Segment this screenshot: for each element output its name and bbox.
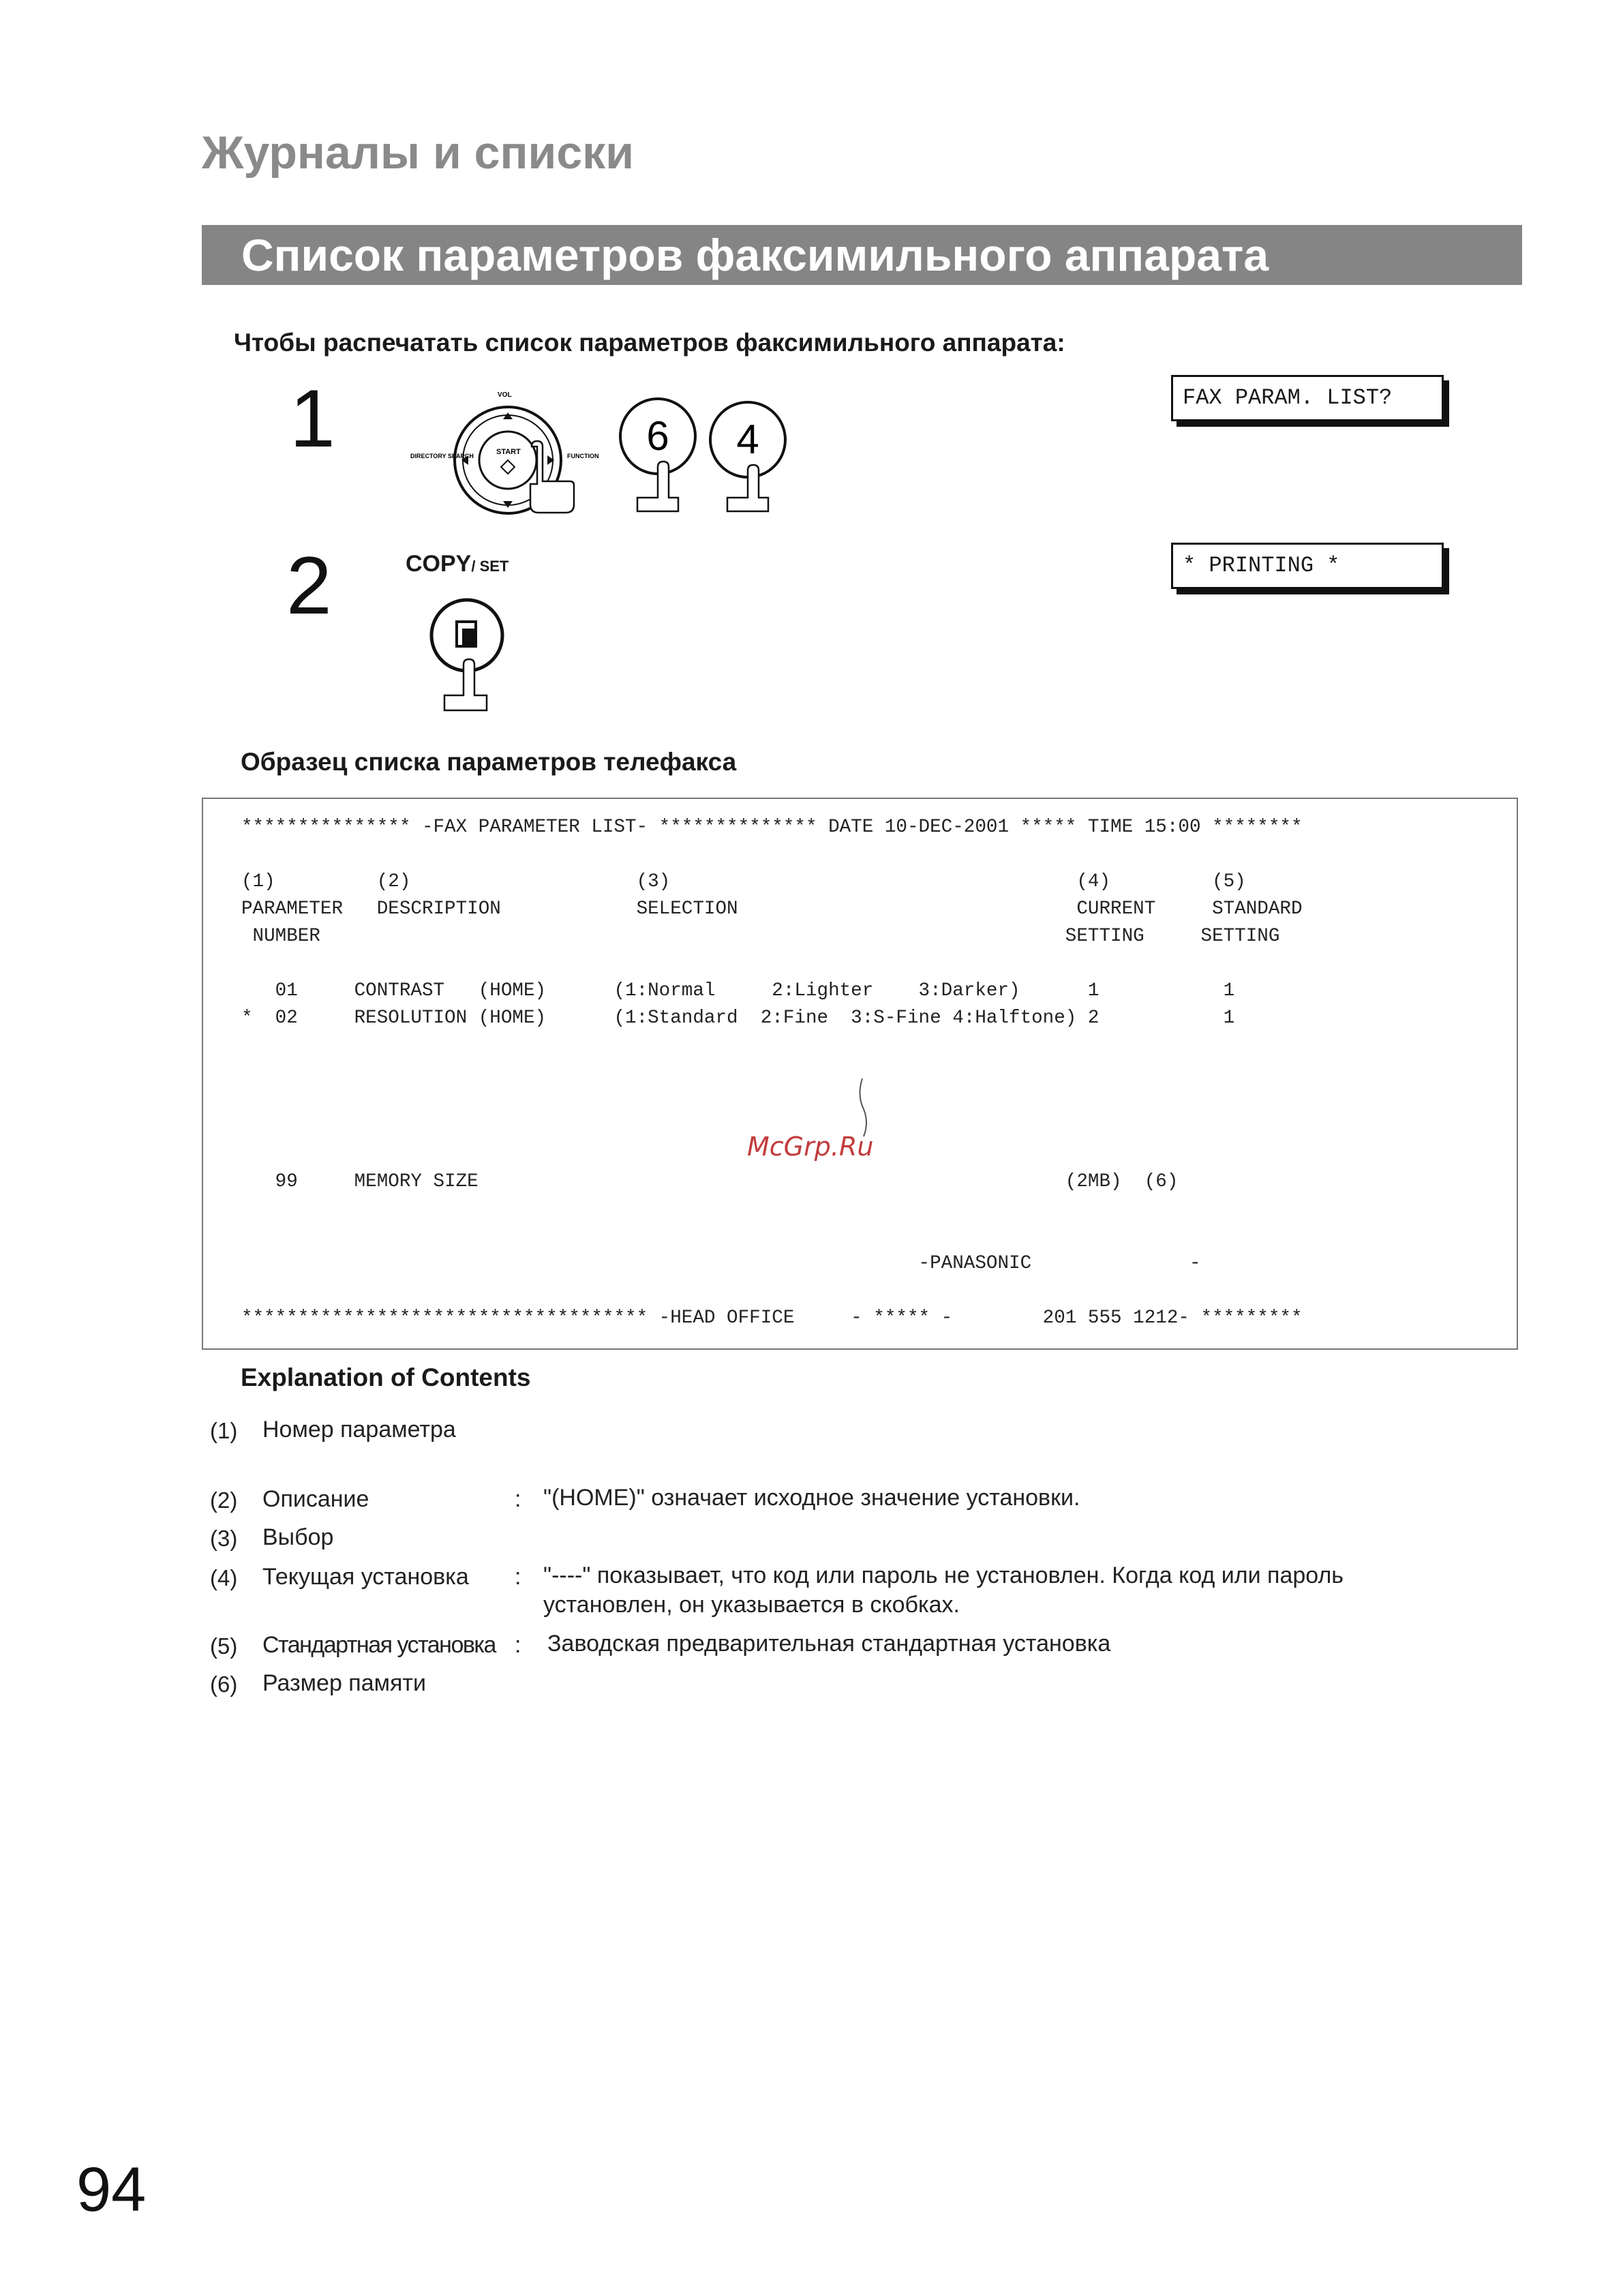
item-label: Стандартная установка — [262, 1632, 496, 1658]
report-line: ************************************ -HEAD OFFICE - ***** - 201 555 1212- ********* — [241, 1308, 1303, 1329]
item-colon: : — [515, 1486, 521, 1512]
set-label: / SET — [471, 558, 509, 575]
report-line — [241, 841, 1303, 868]
item-label: Описание — [262, 1486, 369, 1512]
explanation-title: Explanation of Contents — [241, 1363, 531, 1391]
step-2-number: 2 — [286, 540, 332, 631]
item-number: (1) — [210, 1418, 238, 1443]
report-line — [241, 950, 1303, 978]
watermark: McGrp.Ru — [747, 1132, 874, 1162]
report-line — [241, 1278, 1303, 1305]
start-label: START — [496, 448, 521, 456]
svg-text:4: 4 — [736, 417, 759, 462]
item-number: (3) — [210, 1526, 238, 1551]
section-title: Журналы и списки — [202, 127, 635, 179]
item-label: Размер памяти — [262, 1670, 426, 1696]
item-number: (5) — [210, 1633, 238, 1659]
report-line — [241, 1059, 1303, 1087]
report-line: (1) (2) (3) (4) (5) — [241, 871, 1246, 892]
item-text: Заводская предварительная стандартная установка — [547, 1631, 1111, 1657]
page-title-banner — [202, 225, 1522, 285]
item-number: (6) — [210, 1672, 238, 1697]
fax-parameter-list-sample — [202, 798, 1518, 1350]
step-1-keys-illustration — [395, 382, 804, 518]
item-number: (2) — [210, 1487, 238, 1513]
report-line — [241, 1196, 1303, 1223]
report-line: -PANASONIC - — [241, 1253, 1201, 1274]
lcd-display-step-2: * PRINTING * — [1171, 543, 1444, 589]
svg-text:6: 6 — [646, 413, 669, 459]
report-line — [241, 1032, 1303, 1059]
key-4-button[interactable] — [710, 402, 785, 477]
vol-label: VOL — [498, 391, 512, 399]
item-label: Текущая установка — [262, 1564, 469, 1590]
report-line: *************** -FAX PARAMETER LIST- ************** DATE 10-DEC-2001 ***** TIME 15:00 ******** — [241, 817, 1303, 838]
lcd-display-step-1: FAX PARAM. LIST? — [1171, 375, 1444, 421]
report-line: PARAMETER DESCRIPTION SELECTION CURRENT STANDARD — [241, 898, 1303, 920]
watermark-line — [852, 1077, 873, 1138]
function-label: FUNCTION — [567, 453, 599, 459]
item-label: Номер параметра — [262, 1417, 456, 1442]
report-line — [241, 1223, 1303, 1250]
report-text — [241, 814, 1303, 1332]
item-text: "----" показывает, что код или пароль не установлен. Когда код или пароль установлен, он указывается в скобках. — [543, 1562, 1344, 1618]
item-colon: : — [515, 1564, 521, 1590]
copy-set-label — [406, 551, 509, 577]
intro-text: Чтобы распечатать список параметров факсимильного аппарата: — [234, 329, 1065, 357]
directory-search-label: DIRECTORY SEARCH — [410, 453, 474, 459]
report-line: 01 CONTRAST (HOME) (1:Normal 2:Lighter 3:Darker) 1 1 — [241, 980, 1235, 1001]
item-text: "(HOME)" означает исходное значение установки. — [543, 1485, 1080, 1511]
sample-heading: Образец списка параметров телефакса — [241, 748, 737, 776]
item-colon: : — [515, 1632, 521, 1658]
key-6-button[interactable] — [620, 399, 695, 474]
page-number: 94 — [76, 2155, 147, 2224]
report-line: NUMBER SETTING SETTING — [241, 926, 1280, 947]
item-number: (4) — [210, 1565, 238, 1590]
copy-label: COPY — [406, 551, 472, 577]
report-line — [241, 1087, 1303, 1114]
page-title: Список параметров факсимильного аппарата — [241, 230, 1269, 280]
copy-set-button-illustration — [423, 593, 518, 716]
item-label: Выбор — [262, 1524, 334, 1550]
report-line: 99 MEMORY SIZE (2MB) (6) — [241, 1171, 1179, 1192]
step-1-number: 1 — [290, 373, 335, 464]
report-line: * 02 RESOLUTION (HOME) (1:Standard 2:Fine 3:S-Fine 4:Halftone) 2 1 — [241, 1008, 1235, 1029]
